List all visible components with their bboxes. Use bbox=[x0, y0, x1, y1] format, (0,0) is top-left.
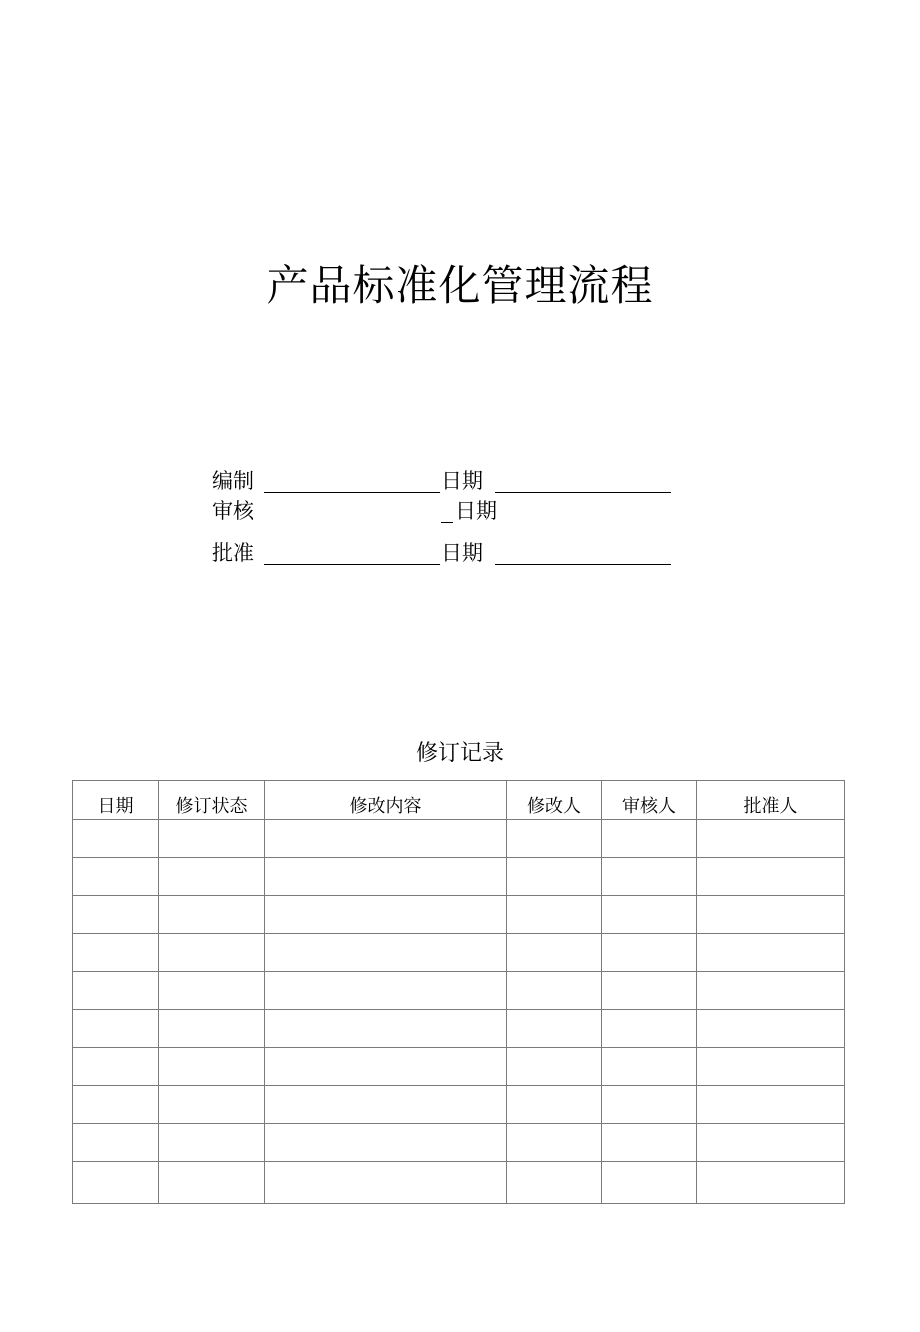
change-content-cell bbox=[265, 1010, 507, 1048]
change-content-cell bbox=[265, 972, 507, 1010]
revision-status-cell bbox=[159, 858, 265, 896]
change-content-cell bbox=[265, 1124, 507, 1162]
column-header-change-content: 修改内容 bbox=[265, 781, 507, 820]
reviewer-cell bbox=[602, 896, 697, 934]
modifier-cell bbox=[507, 1086, 602, 1124]
table-header-row bbox=[73, 781, 845, 820]
date-cell bbox=[73, 1086, 159, 1124]
change-content-cell bbox=[265, 1162, 507, 1204]
revision-status-cell bbox=[159, 972, 265, 1010]
approver-cell bbox=[697, 1086, 845, 1124]
change-content-cell bbox=[265, 1086, 507, 1124]
approver-cell bbox=[697, 934, 845, 972]
date-cell bbox=[73, 1010, 159, 1048]
compile-date-line bbox=[495, 466, 671, 493]
approve-date-line bbox=[495, 538, 671, 565]
approver-cell bbox=[697, 1124, 845, 1162]
date-cell bbox=[73, 896, 159, 934]
revision-record-title: 修订记录 bbox=[415, 741, 504, 766]
approver-cell bbox=[697, 896, 845, 934]
approve-signature-line bbox=[264, 538, 440, 565]
modifier-cell bbox=[507, 934, 602, 972]
compile-signature-line bbox=[264, 466, 440, 493]
revision-status-cell bbox=[159, 1086, 265, 1124]
reviewer-cell bbox=[602, 1048, 697, 1086]
date-cell bbox=[73, 1162, 159, 1204]
reviewer-cell bbox=[602, 1086, 697, 1124]
approve-label: 批准 bbox=[212, 541, 254, 565]
table-row bbox=[73, 896, 845, 934]
approver-cell bbox=[697, 1048, 845, 1086]
table-row bbox=[73, 1010, 845, 1048]
table-row bbox=[73, 1086, 845, 1124]
compile-date-label: 日期 bbox=[441, 469, 483, 493]
revision-status-cell bbox=[159, 1010, 265, 1048]
table-row bbox=[73, 1162, 845, 1204]
date-cell bbox=[73, 934, 159, 972]
modifier-cell bbox=[507, 896, 602, 934]
approver-cell bbox=[697, 1162, 845, 1204]
date-cell bbox=[73, 820, 159, 858]
review-label: 审核 bbox=[212, 499, 254, 523]
approver-cell bbox=[697, 972, 845, 1010]
document-title: 产品标准化管理流程 bbox=[266, 261, 654, 310]
modifier-cell bbox=[507, 1048, 602, 1086]
compile-label: 编制 bbox=[212, 469, 254, 493]
modifier-cell bbox=[507, 1124, 602, 1162]
approve-date-label: 日期 bbox=[441, 541, 483, 565]
revision-status-cell bbox=[159, 1048, 265, 1086]
change-content-cell bbox=[265, 1048, 507, 1086]
table-row bbox=[73, 972, 845, 1010]
revision-record-body bbox=[73, 820, 845, 1204]
modifier-cell bbox=[507, 820, 602, 858]
revision-record-table bbox=[72, 780, 845, 1204]
column-header-modifier: 修改人 bbox=[507, 781, 602, 820]
table-row bbox=[73, 858, 845, 896]
reviewer-cell bbox=[602, 1124, 697, 1162]
approver-cell bbox=[697, 820, 845, 858]
modifier-cell bbox=[507, 1162, 602, 1204]
reviewer-cell bbox=[602, 1010, 697, 1048]
reviewer-cell bbox=[602, 972, 697, 1010]
reviewer-cell bbox=[602, 1162, 697, 1204]
column-header-date: 日期 bbox=[73, 781, 159, 820]
date-cell bbox=[73, 972, 159, 1010]
column-header-approver: 批准人 bbox=[697, 781, 845, 820]
review-signature-line bbox=[441, 496, 453, 523]
table-row bbox=[73, 1048, 845, 1086]
change-content-cell bbox=[265, 820, 507, 858]
approver-cell bbox=[697, 858, 845, 896]
table-row bbox=[73, 1124, 845, 1162]
reviewer-cell bbox=[602, 858, 697, 896]
date-cell bbox=[73, 858, 159, 896]
date-cell bbox=[73, 1124, 159, 1162]
modifier-cell bbox=[507, 1010, 602, 1048]
change-content-cell bbox=[265, 858, 507, 896]
table-row bbox=[73, 820, 845, 858]
modifier-cell bbox=[507, 972, 602, 1010]
change-content-cell bbox=[265, 896, 507, 934]
column-header-revision-status: 修订状态 bbox=[159, 781, 265, 820]
reviewer-cell bbox=[602, 820, 697, 858]
revision-status-cell bbox=[159, 934, 265, 972]
revision-status-cell bbox=[159, 896, 265, 934]
review-date-label: 日期 bbox=[455, 499, 497, 523]
approver-cell bbox=[697, 1010, 845, 1048]
modifier-cell bbox=[507, 858, 602, 896]
revision-status-cell bbox=[159, 1162, 265, 1204]
date-cell bbox=[73, 1048, 159, 1086]
column-header-reviewer: 审核人 bbox=[602, 781, 697, 820]
table-row bbox=[73, 934, 845, 972]
reviewer-cell bbox=[602, 934, 697, 972]
change-content-cell bbox=[265, 934, 507, 972]
revision-status-cell bbox=[159, 1124, 265, 1162]
revision-status-cell bbox=[159, 820, 265, 858]
